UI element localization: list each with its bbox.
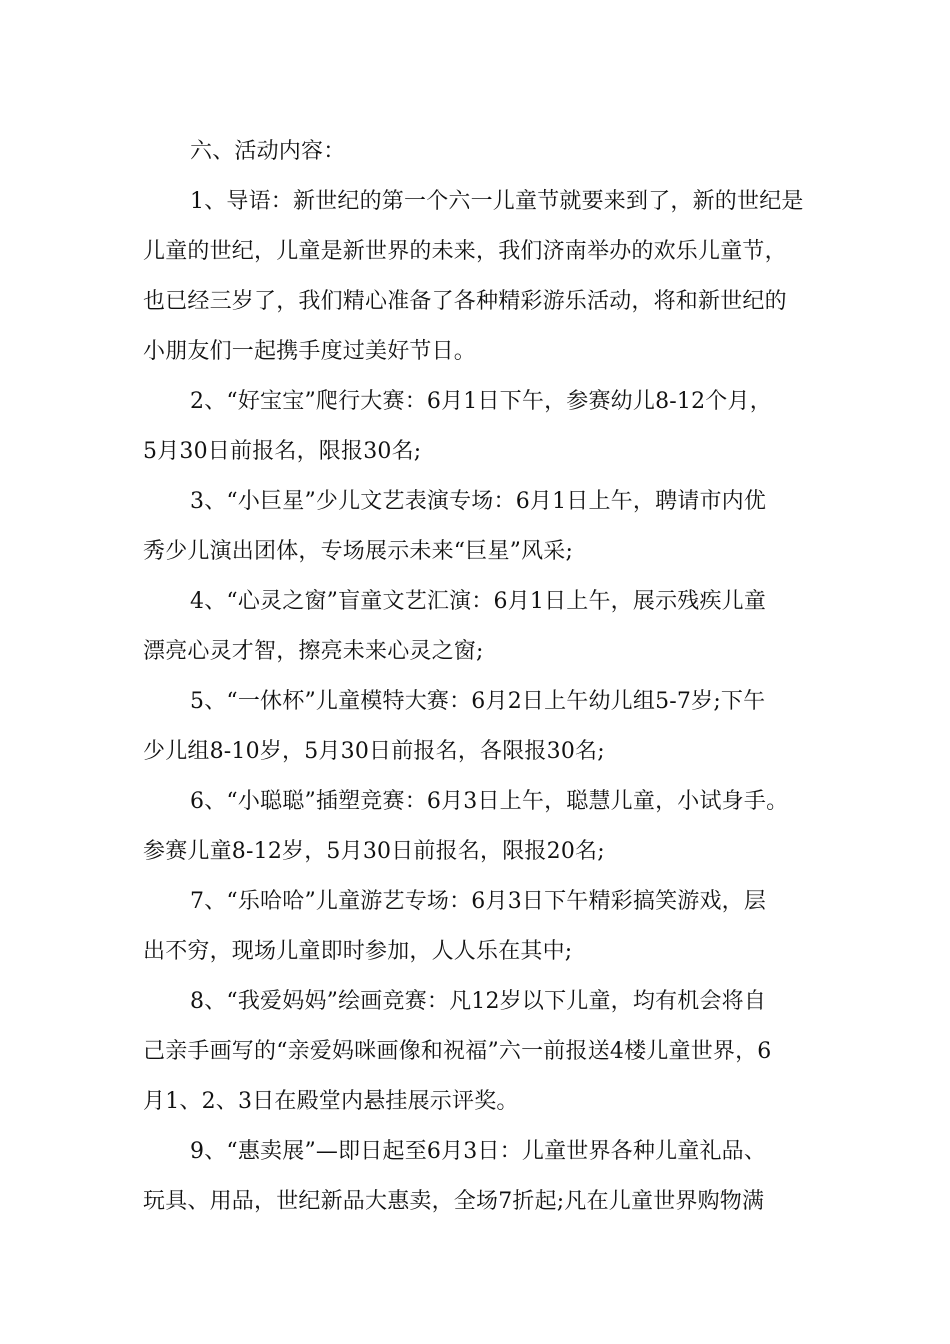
paragraph-line: 少儿组8-10岁，5月30日前报名，各限报30名; [143,739,605,764]
paragraph-line: 2、“好宝宝”爬行大赛：6月1日下午，参赛幼儿8-12个月， [190,389,772,414]
paragraph-line: 7、“乐哈哈”儿童游艺专场：6月3日下午精彩搞笑游戏，层 [190,889,767,914]
paragraph-line: 4、“心灵之窗”盲童文艺汇演：6月1日上午，展示残疾儿童 [190,589,767,614]
paragraph-line: 秀少儿演出团体，专场展示未来“巨星”风采; [143,539,574,564]
paragraph-line: 1、导语：新世纪的第一个六一儿童节就要来到了，新的世纪是 [190,189,804,214]
paragraph-line: 出不穷，现场儿童即时参加，人人乐在其中; [143,939,573,964]
paragraph-line: 月1、2、3日在殿堂内悬挂展示评奖。 [143,1089,519,1114]
paragraph-line: 小朋友们一起携手度过美好节日。 [143,339,477,364]
paragraph-line: 3、“小巨星”少儿文艺表演专场：6月1日上午，聘请市内优 [190,489,767,514]
paragraph-line: 8、“我爱妈妈”绘画竞赛：凡12岁以下儿童，均有机会将自 [190,989,767,1014]
section-heading: 六、活动内容： [190,139,346,164]
paragraph-line: 5、“一休杯”儿童模特大赛：6月2日上午幼儿组5-7岁;下午 [190,689,766,714]
paragraph-line: 5月30日前报名，限报30名; [143,439,422,464]
paragraph-line: 漂亮心灵才智，擦亮未来心灵之窗; [143,639,484,664]
paragraph-line: 己亲手画写的“亲爱妈咪画像和祝福”六一前报送4楼儿童世界，6 [143,1039,772,1064]
paragraph-line: 玩具、用品，世纪新品大惠卖，全场7折起;凡在儿童世界购物满 [143,1189,765,1214]
paragraph-line: 6、“小聪聪”插塑竞赛：6月3日上午，聪慧儿童，小试身手。 [190,789,789,814]
paragraph-line: 9、“惠卖展”—即日起至6月3日：儿童世界各种儿童礼品、 [190,1139,767,1164]
paragraph-line: 参赛儿童8-12岁，5月30日前报名，限报20名; [143,839,605,864]
paragraph-line: 儿童的世纪，儿童是新世界的未来，我们济南举办的欢乐儿童节， [143,239,787,264]
paragraph-line: 也已经三岁了，我们精心准备了各种精彩游乐活动，将和新世纪的 [143,289,787,314]
